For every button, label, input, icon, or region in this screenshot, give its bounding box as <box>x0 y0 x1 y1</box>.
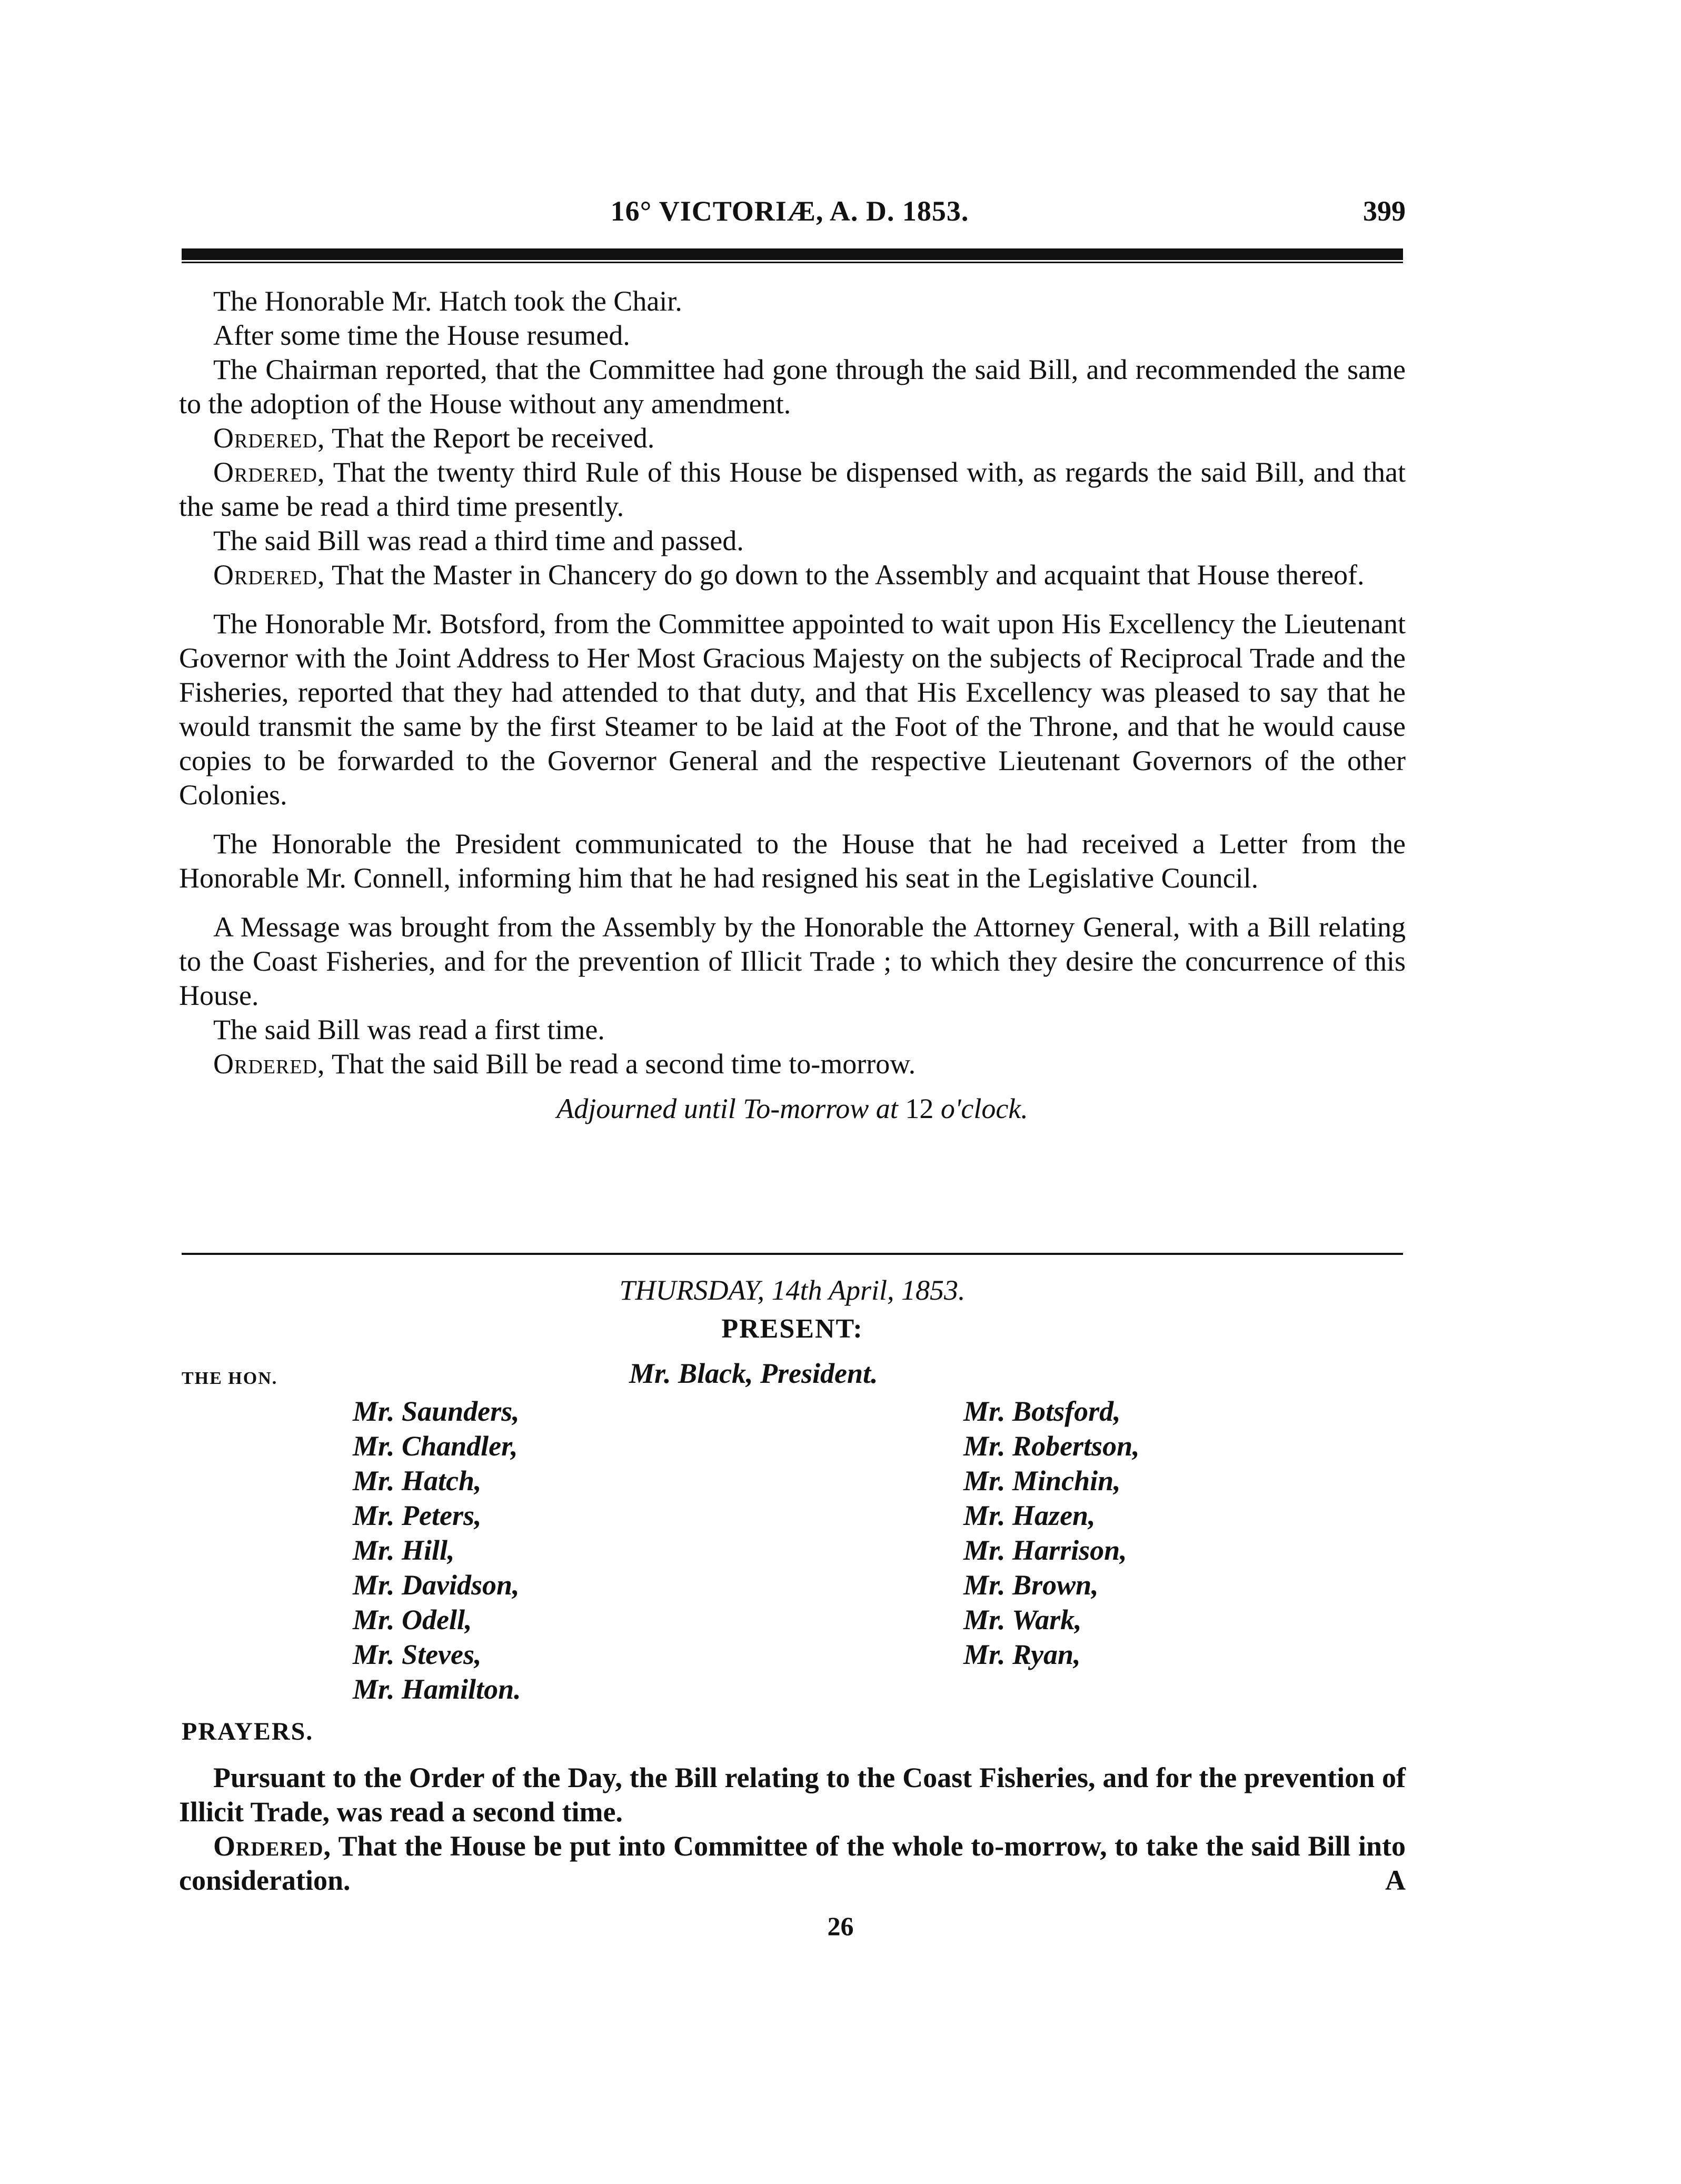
ordered-label: Ordered, <box>213 1048 325 1080</box>
members-right-column <box>963 1394 1140 1672</box>
adjourned-line: Adjourned until To-morrow at 12 o'clock. <box>556 1093 1028 1124</box>
member-name: Mr. Davidson, <box>353 1569 520 1601</box>
member-name: Mr. Minchin, <box>963 1465 1121 1497</box>
session-date: THURSDAY, 14th April, 1853. <box>619 1274 966 1306</box>
ordered-label: Ordered, <box>213 1830 331 1862</box>
member-name: Mr. Saunders, <box>353 1395 520 1427</box>
ordered-text: That the Master in Chancery do go down to the Assembly and acquaint that House thereof. <box>325 559 1365 591</box>
member-name: Mr. Botsford, <box>963 1395 1121 1427</box>
member-name: Mr. Steves, <box>353 1639 482 1670</box>
member-name: Mr. Robertson, <box>963 1430 1140 1462</box>
running-header <box>174 195 1406 253</box>
catchword: A <box>1385 1864 1406 1896</box>
paragraph: After some time the House resumed. <box>213 320 630 351</box>
member-name: Mr. Ryan, <box>963 1639 1081 1670</box>
paragraph: The Honorable Mr. Hatch took the Chair. <box>213 285 682 317</box>
header-rule-thick <box>182 248 1403 260</box>
paragraph: The Honorable Mr. Botsford, from the Committee appointed to wait upon His Excellency the Lieutenant Governor with the Joint Address to Her Most Gracious Majesty on the subjects of Reciprocal Trade and the Fisheries, reported that they had attended to that duty, and that His Excellency was pleased to say that he would transmit the same by the first Steamer to be laid at the Foot of the Throne, and that he would cause copies to be forwarded to the Governor General and the respective Lieutenant Governors of the other Colonies. <box>179 608 1406 811</box>
header-rule-thin <box>182 262 1403 263</box>
member-name: Mr. Brown, <box>963 1569 1099 1601</box>
ordered-paragraph <box>179 558 1406 592</box>
ordered-paragraph <box>179 1047 1406 1081</box>
ordered-text: That the said Bill be read a second time to-morrow. <box>325 1048 916 1080</box>
ordered-label: Ordered, <box>213 559 325 591</box>
present-heading: PRESENT: <box>721 1314 863 1344</box>
page-number: 399 <box>1363 195 1406 227</box>
paragraph: The Chairman reported, that the Committee had gone through the said Bill, and recommended the same to the adoption of the House without any amendment. <box>179 354 1406 420</box>
president-name: Mr. Black, President. <box>629 1358 878 1389</box>
ordered-label: Ordered, <box>213 422 325 454</box>
member-name: Mr. Harrison, <box>963 1534 1127 1566</box>
paragraph: The Honorable the President communicated to the House that he had received a Letter from the Honorable Mr. Connell, informing him that he had resigned his seat in the Legislative Council. <box>179 828 1406 894</box>
member-name: Mr. Hatch, <box>353 1465 482 1497</box>
member-name: Mr. Odell, <box>353 1604 472 1635</box>
proceedings-text <box>179 284 1406 1126</box>
signature-mark: 26 <box>827 1911 854 1941</box>
ordered-paragraph <box>179 1829 1406 1898</box>
paragraph: The said Bill was read a third time and passed. <box>213 525 744 556</box>
adjourned-time: 12 <box>905 1093 934 1124</box>
member-name: Mr. Hazen, <box>963 1500 1096 1531</box>
ordered-text: That the Report be received. <box>325 422 655 454</box>
member-name: Mr. Hill, <box>353 1534 455 1566</box>
closing-text <box>179 1761 1406 1898</box>
the-hon-label: THE HON. <box>182 1369 278 1388</box>
paragraph: A Message was brought from the Assembly by the Honorable the Attorney General, with a Bill relating to the Coast Fisheries, and for the prevention of Illicit Trade ; to which they desire the concurrence of this House. <box>179 911 1406 1011</box>
section-divider <box>182 1253 1403 1255</box>
ordered-label: Ordered, <box>213 456 325 488</box>
ordered-text: That the House be put into Committee of the whole to-morrow, to take the said Bill into consideration. <box>179 1830 1406 1896</box>
member-name: Mr. Wark, <box>963 1604 1082 1635</box>
member-name: Mr. Hamilton. <box>353 1673 521 1705</box>
ordered-text: That the twenty third Rule of this House be dispensed with, as regards the said Bill, and that the same be read a third time presently. <box>179 456 1406 522</box>
members-left-column <box>353 1394 521 1707</box>
member-name: Mr. Chandler, <box>353 1430 518 1462</box>
prayers-heading: PRAYERS. <box>182 1718 314 1746</box>
member-name: Mr. Peters, <box>353 1500 482 1531</box>
ordered-paragraph <box>179 421 1406 455</box>
paragraph: The said Bill was read a first time. <box>213 1014 605 1045</box>
header-title: 16° VICTORIÆ, A. D. 1853. <box>610 195 969 227</box>
ordered-paragraph <box>179 455 1406 524</box>
paragraph: Pursuant to the Order of the Day, the Bill relating to the Coast Fisheries, and for the prevention of Illicit Trade, was read a second time. <box>179 1762 1406 1828</box>
